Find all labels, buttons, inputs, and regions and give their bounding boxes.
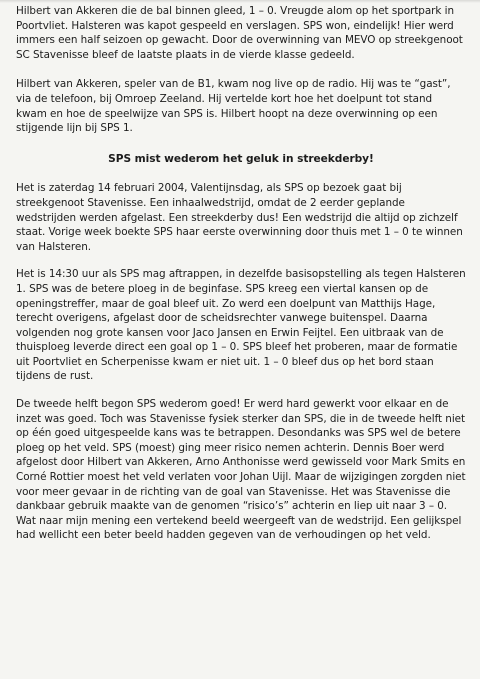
paragraph-radio-interview: Hilbert van Akkeren, speler van de B1, kwam nog live op de radio. Hij was te “gast”, via de telefoon, bij Omroep Zeeland. Hij vertelde kort hoe het doelpunt tot stand kwam en hoe de speelwijze van SPS is. Hilbert hoopt na deze overwinning op een stijgende lijn bij SPS 1.	[16, 78, 451, 135]
article-heading: SPS mist wederom het geluk in streekderby!	[108, 152, 374, 165]
scan-edge	[0, 0, 480, 3]
paragraph-first-half: Het is 14:30 uur als SPS mag aftrappen, in dezelfde basisopstelling als tegen Halsteren 1. SPS was de betere ploeg in de beginfase. SPS kreeg een viertal kansen op de openingstreffer, maar de goal bleef uit. Zo werd een doelpunt van Matthijs Hage, terecht overigens, afgelast door de scheidsrechter vanwege buitenspel. Daarna volgenden nog grote kansen voor Jaco Jansen en Erwin Feijtel. Een uitbraak van de thuisploeg leverde direct een goal op 1 – 0. SPS bleef het proberen, maar de formatie uit Poortvliet en Scherpenisse kwam er niet uit. 1 – 0 bleef dus op het bord staan tijdens de rust.	[16, 268, 466, 383]
paragraph-match-result: Hilbert van Akkeren die de bal binnen gleed, 1 – 0. Vreugde alom op het sportpark in Poortvliet. Halsteren was kapot gespeeld en verslagen. SPS won, eindelijk! Hier werd immers een half seizoen op gewacht. Door de overwinning van MEVO op streekgenoot SC Stavenisse bleef de laatste plaats in de vierde klasse gedeeld.	[16, 5, 463, 61]
paragraph-second-half: De tweede helft begon SPS wederom goed! Er werd hard gewerkt voor elkaar en de inzet was goed. Toch was Stavenisse fysiek sterker dan SPS, die in de tweede helft niet op één goed uitgespeelde kans was te betrappen. Desondanks was SPS wel de betere ploeg op het veld. SPS (moest) ging meer risico nemen achterin. Dennis Boer werd afgelost door Hilbert van Akkeren, Arno Anthonisse werd gewisseld voor Mark Smits en Corné Rottier moest het veld verlaten voor Johan Uijl. Maar de wijzigingen zorgden niet voor meer gevaar in de richting van de goal van Stavenisse. Het was Stavenisse die dankbaar gebruik maakte van de genomen “risico’s” achterin en liep uit naar 3 – 0. Wat naar mijn mening een vertekend beeld weergeeft van de wedstrijd. Een gelijkspel had wellicht een beter beeld hadden gegeven van de verhoudingen op het veld.	[16, 398, 466, 542]
paragraph-derby-intro: Het is zaterdag 14 februari 2004, Valentijnsdag, als SPS op bezoek gaat bij streekgenoot Stavenisse. Een inhaalwedstrijd, omdat de 2 eerder geplande wedstrijden werden afgelast. Een streekderby dus! Een wedstrijd die altijd op zichzelf staat. Vorige week boekte SPS haar eerste overwinning door thuis met 1 – 0 te winnen van Halsteren.	[16, 182, 463, 253]
